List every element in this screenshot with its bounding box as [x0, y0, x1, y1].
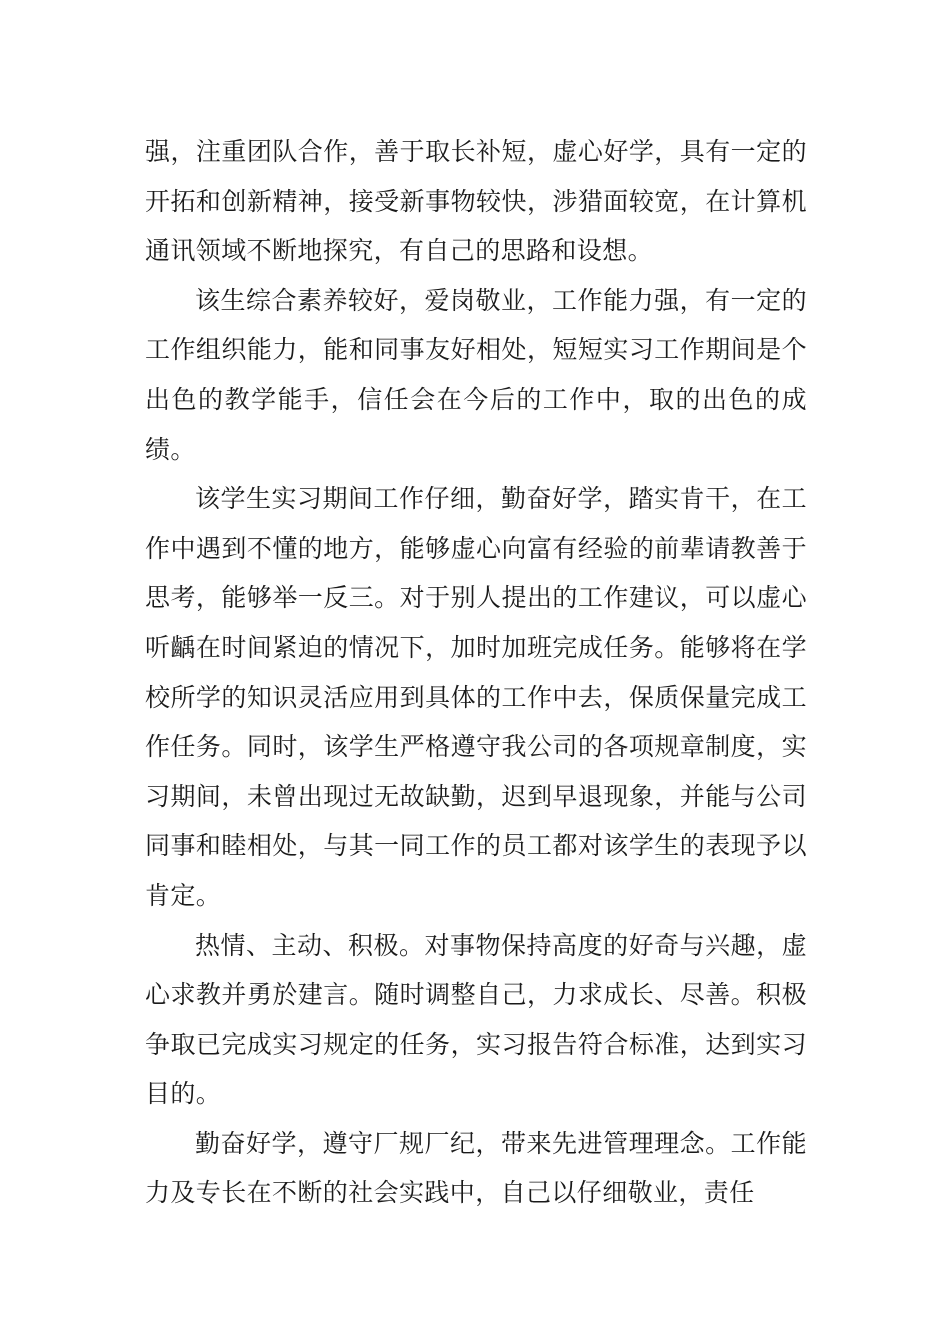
paragraph-overall-quality: 该生综合素养较好，爱岗敬业，工作能力强，有一定的工作组织能力，能和同事友好相处，短短实习工作期间是个出色的教学能手，信任会在今后的工作中，取的出色的成绩。 — [145, 285, 807, 464]
paragraph-attitude: 热情、主动、积极。对事物保持高度的好奇与兴趣，虚心求教并勇於建言。随时调整自己，力求成长、尽善。积极争取已完成实习规定的任务，实习报告符合标准，达到实习目的。 — [145, 930, 807, 1109]
paragraph-continuation: 强，注重团队合作，善于取长补短，虚心好学，具有一定的开拓和创新精神，接受新事物较快，涉猎面较宽，在计算机通讯领域不断地探究，有自己的思路和设想。 — [145, 137, 807, 266]
paragraph-diligence: 勤奋好学，遵守厂规厂纪，带来先进管理理念。工作能力及专长在不断的社会实践中，自己以仔细敬业，责任 — [145, 1128, 807, 1208]
paragraph-internship-performance: 该学生实习期间工作仔细，勤奋好学，踏实肯干，在工作中遇到不懂的地方，能够虚心向富有经验的前辈请教善于思考，能够举一反三。对于别人提出的工作建议，可以虚心听齲在时间紧迫的情况下，加时加班完成任务。能够将在学校所学的知识灵活应用到具体的工作中去，保质保量完成工作任务。同时，该学生严格遵守我公司的各项规章制度，实习期间，未曾出现过无故缺勤，迟到早退现象，并能与公司同事和睦相处，与其一同工作的员工都对该学生的表现予以肯定。 — [145, 484, 807, 910]
document-body — [145, 127, 807, 1218]
